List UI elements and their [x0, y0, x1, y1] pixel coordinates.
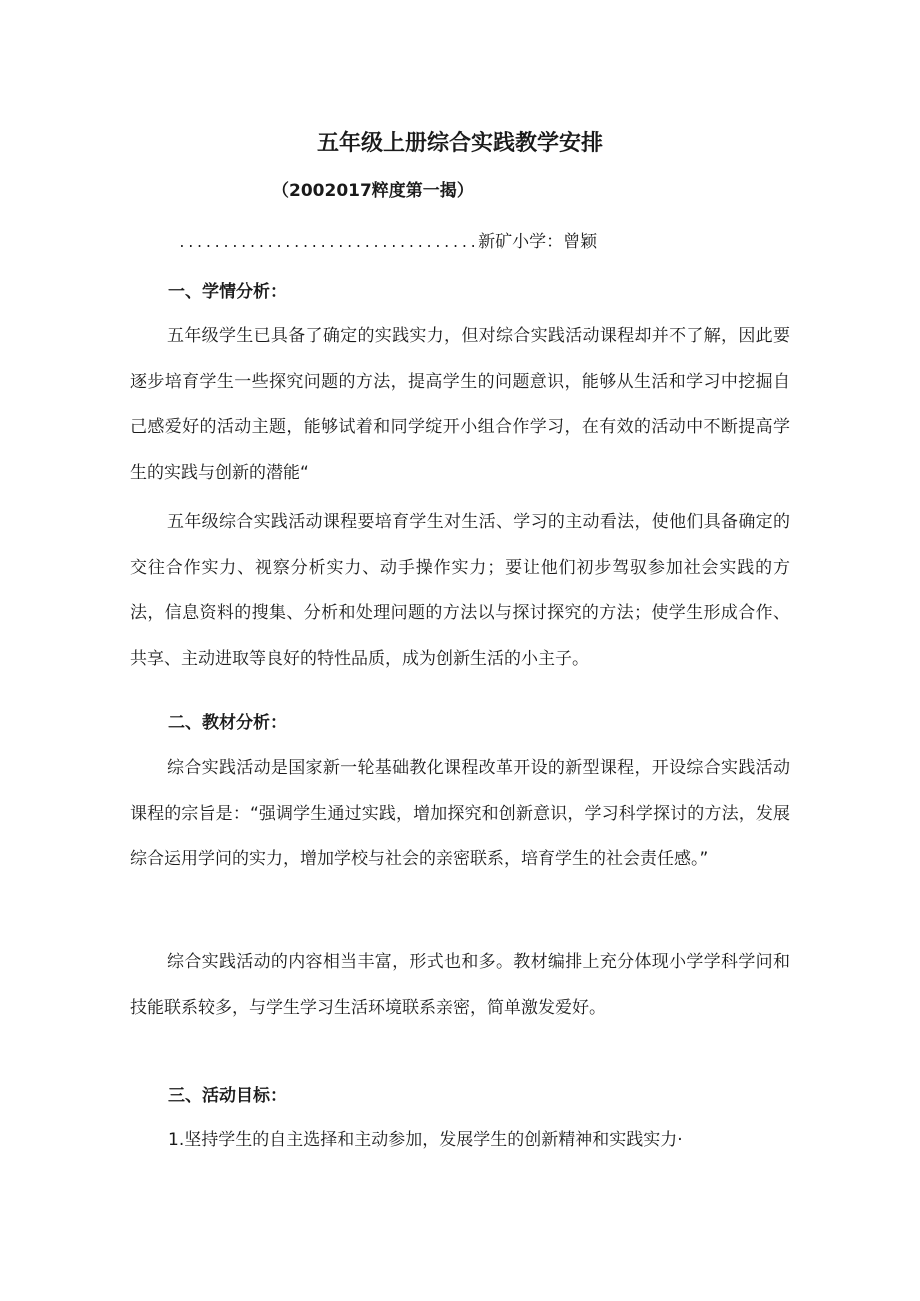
- section-heading-learning-analysis: 一、学情分析：: [168, 282, 287, 302]
- paragraph-material-2: 综合实践活动的内容相当丰富，形式也和多。教材编排上充分体现小学学科学问和技能联系较多，与学生学习生活环境联系亲密，简单激发爱好。: [130, 952, 790, 1018]
- paragraph-learning-2: 五年级综合实践活动课程要培育学生对生活、学习的主动看法，使他们具备确定的交往合作实力、视察分析实力、动手操作实力；要让他们初步驾驭参加社会实践的方法，信息资料的搜集、分析和处理问题的方法以与探讨探究的方法；使学生形成合作、共享、主动进取等良好的特性品质，成为创新生活的小主子。: [130, 512, 790, 669]
- section-heading-material-analysis: 二、教材分析：: [168, 713, 287, 733]
- goal-item-1: 1.坚持学生的自主选择和主动参加，发展学生的创新精神和实践实力·: [168, 1130, 683, 1150]
- author-name: 新矿小学：曾颖: [478, 232, 598, 252]
- paragraph-material-1: 综合实践活动是国家新一轮基础教化课程改革开设的新型课程，开设综合实践活动课程的宗旨是：“强调学生通过实践，增加探究和创新意识，学习科学探讨的方法，发展综合运用学问的实力，增加学校与社会的亲密联系，培育学生的社会责任感。”: [130, 758, 790, 869]
- author-line: [178, 227, 597, 252]
- document-subtitle: （2002017粹度第一揭）: [272, 181, 474, 201]
- section-heading-activity-goals: 三、活动目标：: [168, 1086, 287, 1106]
- document-title: 五年级上册综合实践教学安排: [316, 131, 603, 156]
- paragraph-learning-1: 五年级学生已具备了确定的实践实力，但对综合实践活动课程却并不了解，因此要逐步培育学生一些探究问题的方法，提高学生的问题意识，能够从生活和学习中挖掘自己感爱好的活动主题，能够试着和同学绽开小组合作学习，在有效的活动中不断提高学生的实践与创新的潜能“: [130, 326, 790, 483]
- author-leader-dots: ..................................: [178, 236, 479, 251]
